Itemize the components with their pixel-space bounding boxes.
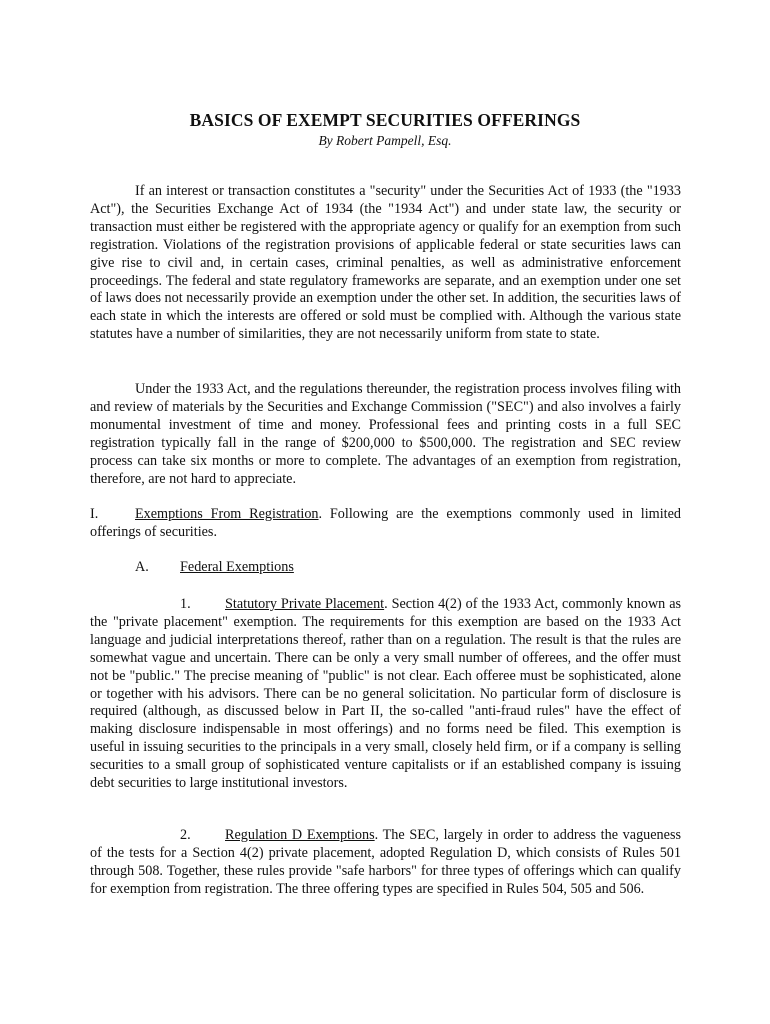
item-heading: Regulation D Exemptions <box>225 827 375 843</box>
section-number: I. <box>90 506 99 522</box>
subsection-letter: A. <box>135 559 149 575</box>
subsection-a-heading <box>135 559 294 577</box>
item-text: . Section 4(2) of the 1933 Act, commonly known as the "private placement" exemption. The requirements for this exemption are based on the 1933 Act language and judicial interpretations thereof, rather than on a regulation. The result is that the rules are somewhat vague and uncertain. There can be only a very small number of offerees, and the offer must not be "public." The precise meaning of "public" is not clear. Each offeree must be sophisticated, alone or together with his advisors. There can be no general solicitation. No particular form of disclosure is required (although, as discussed below in Part II, the so-called "anti-fraud rules" have the effect of making disclosure indispensable in most offerings) and no forms need be filed. This exemption is useful in issuing securities to the principals in a very small, closely held firm, or if a company is selling securities to a small group of sophisticated venture capitalists or if an established company is issuing debt securities to large institutional investors. <box>90 596 682 792</box>
paragraph-registration-process: Under the 1933 Act, and the regulations thereunder, the registration process involves filing with and review of materials by the Securities and Exchange Commission ("SEC") and also involves a fairly monumental investment of time and money. Professional fees and printing costs in a full SEC registration typically fall in the range of $200,000 to $500,000. The registration and SEC review process can take six months or more to complete. The advantages of an exemption from registration, therefore, are not hard to appreciate. <box>90 381 681 487</box>
document-title: BASICS OF EXEMPT SECURITIES OFFERINGS <box>189 110 581 130</box>
item-2-paragraph <box>90 827 681 899</box>
item-heading: Statutory Private Placement <box>225 596 385 612</box>
section-heading: Exemptions From Registration <box>135 506 319 522</box>
item-number: 2. <box>180 827 191 843</box>
paragraph-intro: If an interest or transaction constitutes a "security" under the Securities Act of 1933 (the "1933 Act"), the Securities Exchange Act of 1934 (the "1934 Act") and under state law, the security or transaction must either be registered with the appropriate agency or qualify for an exemption from such registration. Violations of the registration provisions of applicable federal or state securities laws can give rise to civil and, in certain cases, criminal penalties, as well as administrative enforcement proceedings. The federal and state regulatory frameworks are separate, and an exemption under one set of laws does not necessarily provide an exemption under the other set. In addition, the securities laws of each state in which the interests are offered or sold must be complied with. Although the various state statutes have a number of similarities, they are not necessarily uniform from state to state. <box>90 183 681 343</box>
item-text: . The SEC, largely in order to address the vagueness of the tests for a Section 4(2) private placement, adopted Regulation D, which consists of Rules 501 through 508. Together, these rules provide "safe harbors" for three types of offerings which can qualify for exemption from registration. The three offering types are specified in Rules 504, 505 and 506. <box>90 827 681 897</box>
item-number: 1. <box>180 596 191 612</box>
item-1-paragraph <box>90 596 681 793</box>
section-text: . Following are the exemptions commonly used in limited offerings of securities. <box>90 506 681 540</box>
section-i-paragraph <box>90 506 681 542</box>
subsection-title: Federal Exemptions <box>180 559 294 575</box>
document-byline: By Robert Pampell, Esq. <box>318 133 452 148</box>
